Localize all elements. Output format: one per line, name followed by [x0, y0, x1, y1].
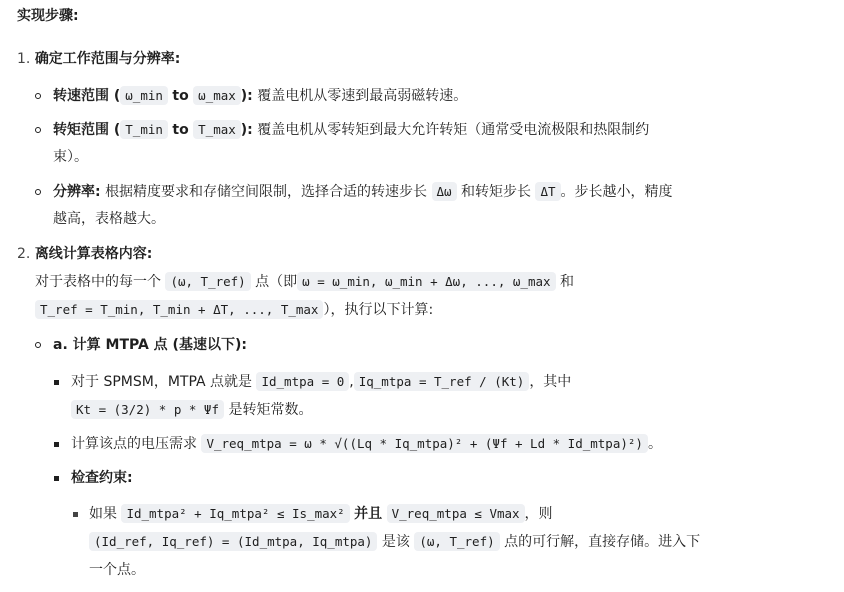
- step-2-intro-cont: T_ref = T_min, T_min + ΔT, ..., T_max ），执行以下计算:: [35, 299, 433, 321]
- section-heading: 实现步骤:: [17, 8, 79, 24]
- square-bullet-icon: [73, 512, 78, 517]
- torque-range-item: 转矩范围 ( T_min to T_max ): 覆盖电机从零转矩到最大允许转矩（通常受电流极限和热限制约: [53, 122, 650, 138]
- constraint-check-item-cont2: 一个点。: [89, 562, 145, 578]
- step-2-intro: 对于表格中的每一个 (ω, T_ref) 点（即 ω = ω_min, ω_min + Δω, ..., ω_max 和: [35, 274, 574, 290]
- torque-range-item-cont: 束）。: [53, 149, 88, 165]
- mtpa-subtitle: a. 计算 MTPA 点 (基速以下):: [53, 337, 247, 353]
- step-2-title: 2. 离线计算表格内容:: [17, 246, 153, 262]
- constraint-check-item: 如果 Id_mtpa² + Iq_mtpa² ≤ Is_max² 并且 V_req_mtpa ≤ Vmax ，则: [89, 506, 553, 522]
- bullet-icon: [35, 93, 41, 99]
- square-bullet-icon: [54, 476, 59, 481]
- resolution-item: 分辨率: 根据精度要求和存储空间限制，选择合适的转速步长 Δω 和转矩步长 ΔT 。步长越小，精度: [53, 184, 673, 200]
- square-bullet-icon: [54, 380, 59, 385]
- constraint-check-item-cont: (Id_ref, Iq_ref) = (Id_mtpa, Iq_mtpa) 是该 (ω, T_ref) 点的可行解，直接存储。进入下: [89, 531, 700, 553]
- spmsm-mtpa-item: 对于 SPMSM，MTPA 点就是 Id_mtpa = 0 , Iq_mtpa = T_ref / (Kt) ，其中: [71, 374, 572, 390]
- resolution-item-cont: 越高，表格越大。: [53, 211, 165, 227]
- bullet-icon: [35, 342, 41, 348]
- bullet-icon: [35, 127, 41, 133]
- step-1-title: 1. 确定工作范围与分辨率:: [17, 51, 181, 67]
- speed-range-item: 转速范围 ( ω_min to ω_max ): 覆盖电机从零速到最高弱磁转速。: [53, 88, 468, 104]
- check-constraints-title: 检查约束:: [71, 470, 133, 486]
- spmsm-mtpa-item-cont: Kt = (3/2) * p * Ψf 是转矩常数。: [71, 399, 312, 421]
- square-bullet-icon: [54, 442, 59, 447]
- voltage-demand-item: 计算该点的电压需求 V_req_mtpa = ω * √((Lq * Iq_mtpa)² + (Ψf + Ld * Id_mtpa)²) 。: [71, 436, 662, 452]
- bullet-icon: [35, 189, 41, 195]
